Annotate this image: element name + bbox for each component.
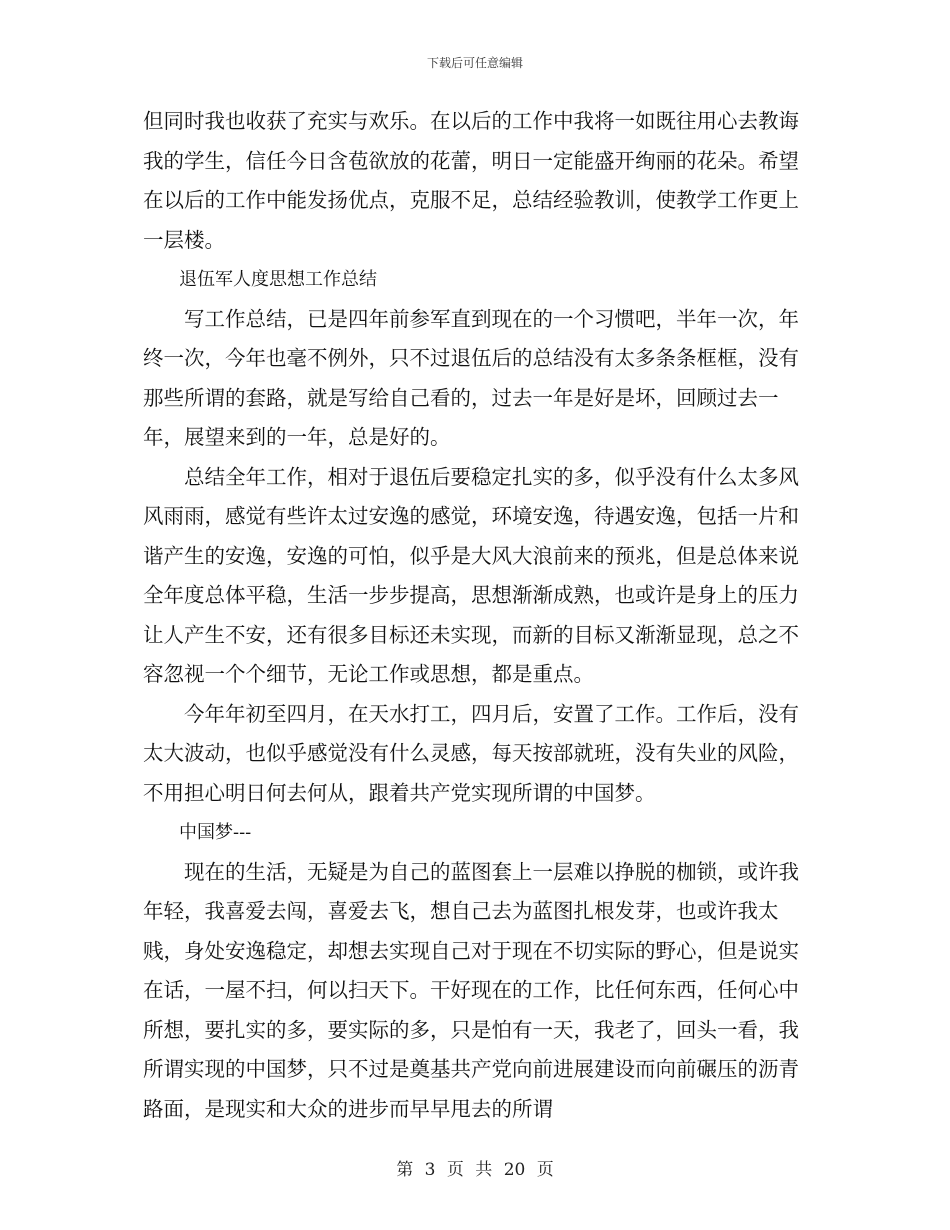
paragraph: 写工作总结，已是四年前参军直到现在的一个习惯吧，半年一次，年终一次，今年也毫不例外，只不过退伍后的总结没有太多条条框框，没有那些所谓的套路，就是写给自己看的，过去一年是好是坏，回顾过去一年，展望来到的一年，总是好的。 — [143, 306, 799, 449]
document-body — [143, 102, 807, 1129]
paragraph: 总结全年工作，相对于退伍后要稳定扎实的多，似乎没有什么太多风风雨雨，感觉有些许太过安逸的感觉，环境安逸，待遇安逸，包括一片和谐产生的安逸，安逸的可怕，似乎是大风大浪前来的预兆，但是总体来说全年度总体平稳，生活一步步提高，思想渐渐成熟，也或许是身上的压力让人产生不安，还有很多目标还未实现，而新的目标又渐渐显现，总之不容忽视一个个细节，无论工作或思想，都是重点。 — [143, 464, 799, 686]
paragraph: 现在的生活，无疑是为自己的蓝图套上一层难以挣脱的枷锁，或许我年轻，我喜爱去闯，喜爱去飞，想自己去为蓝图扎根发芽，也或许我太贱，身处安逸稳定，却想去实现自己对于现在不切实际的野心，但是说实在话，一屋不扫，何以扫天下。干好现在的工作，比任何东西，任何心中所想，要扎实的多，要实际的多，只是怕有一天，我老了，回头一看，我所谓实现的中国梦，只不过是奠基共产党向前进展建设而向前碾压的沥青路面，是现实和大众的进步而早早甩去的所谓 — [143, 859, 799, 1121]
section-title: 退伍军人度思想工作总结 — [179, 269, 377, 290]
page-number: 第 3 页 共 20 页 — [396, 1160, 554, 1180]
paragraph: 今年年初至四月，在天水打工，四月后，安置了工作。工作后，没有太大波动，也似乎感觉没有什么灵感，每天按部就班，没有失业的风险，不用担心明日何去何从，跟着共产党实现所谓的中国梦。 — [143, 701, 799, 805]
page-header: 下载后可任意编辑 — [426, 56, 523, 70]
paragraph: 但同时我也收获了充实与欢乐。在以后的工作中我将一如既往用心去教诲我的学生，信任今日含苞欲放的花蕾，明日一定能盛开绚丽的花朵。希望在以后的工作中能发扬优点，克服不足，总结经验教训，使教学工作更上一层楼。 — [143, 109, 799, 252]
section-title: 中国梦--- — [179, 822, 252, 843]
